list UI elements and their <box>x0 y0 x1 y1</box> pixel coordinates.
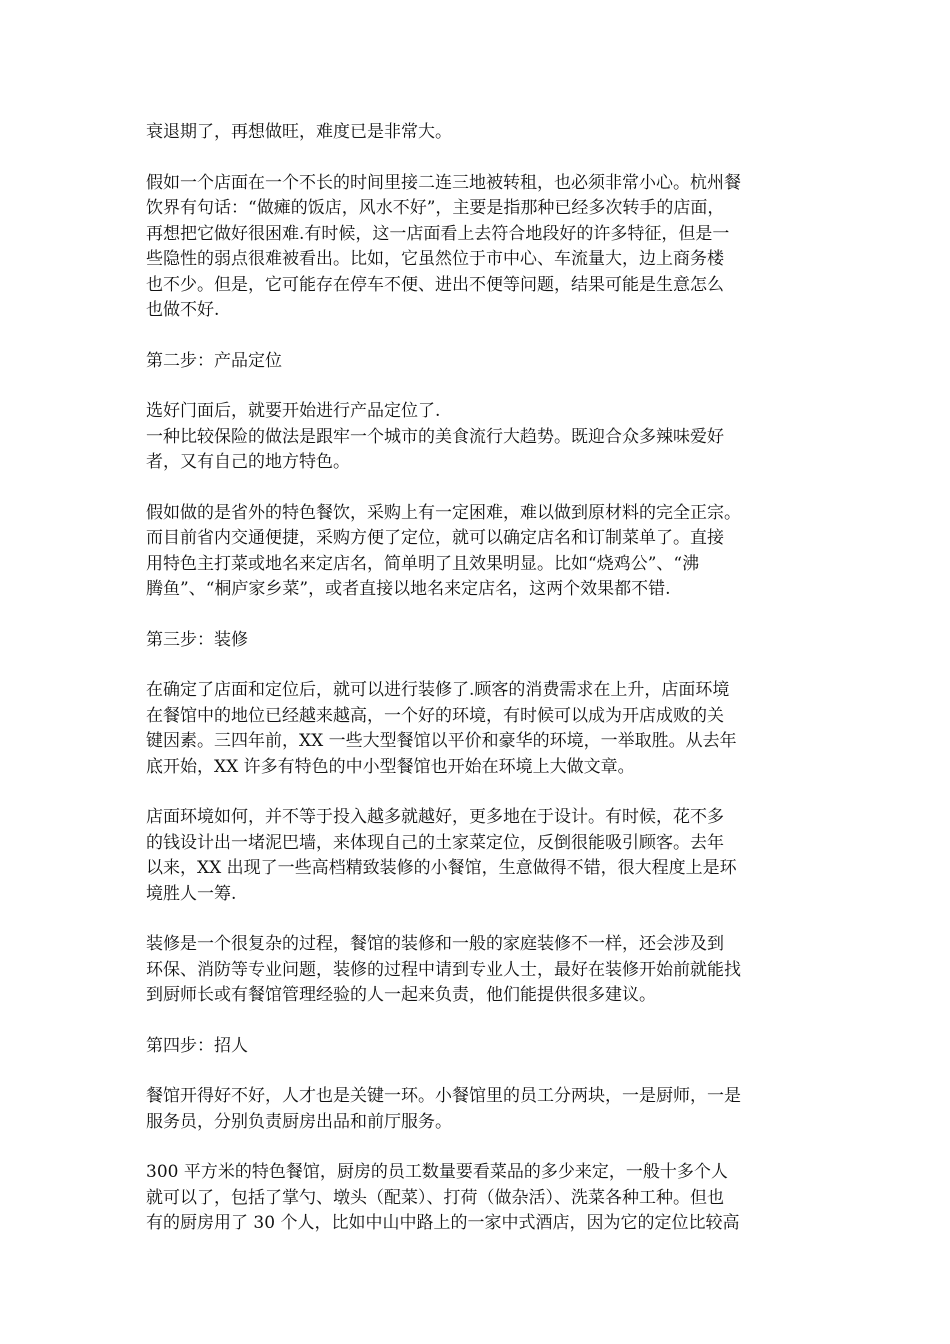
paragraph-line: 以来，XX 出现了一些高档精致装修的小餐馆，生意做得不错，很大程度上是环 <box>146 858 737 878</box>
paragraph-line: 也做不好. <box>146 300 220 320</box>
section-heading <box>146 349 806 375</box>
paragraph-line: 到厨师长或有餐馆管理经验的人一起来负责，他们能提供很多建议。 <box>146 985 656 1005</box>
section-heading <box>146 628 806 654</box>
heading-text: 第四步：招人 <box>146 1035 248 1056</box>
body-paragraph <box>146 501 806 603</box>
body-paragraph <box>146 171 806 324</box>
paragraph-line: 在确定了店面和定位后，就可以进行装修了.顾客的消费需求在上升，店面环境 <box>146 680 730 700</box>
paragraph-line: 环保、消防等专业问题，装修的过程中请到专业人士，最好在装修开始前就能找 <box>146 959 741 980</box>
paragraph-line: 装修是一个很复杂的过程，餐馆的装修和一般的家庭装修不一样，还会涉及到 <box>146 934 724 954</box>
paragraph-line: 衰退期了，再想做旺，难度已是非常大。 <box>146 122 452 142</box>
body-paragraph <box>146 678 806 780</box>
body-paragraph <box>146 805 806 907</box>
heading-text: 第二步：产品定位 <box>146 350 282 371</box>
paragraph-line: 些隐性的弱点很难被看出。比如，它虽然位于市中心、车流量大，边上商务楼 <box>146 249 724 269</box>
paragraph-line: 餐馆开得好不好，人才也是关键一环。小餐馆里的员工分两块，一是厨师，一是 <box>146 1086 741 1106</box>
paragraph-line: 腾鱼”、“桐庐家乡菜”，或者直接以地名来定店名，这两个效果都不错. <box>146 579 671 599</box>
paragraph-line: 键因素。三四年前，XX 一些大型餐馆以平价和豪华的环境，一举取胜。从去年 <box>146 731 737 751</box>
paragraph-line: 再想把它做好很困难.有时候，这一店面看上去符合地段好的许多特征，但是一 <box>146 223 730 244</box>
section-heading <box>146 1034 806 1060</box>
paragraph-line: 店面环境如何，并不等于投入越多就越好，更多地在于设计。有时候，花不多 <box>146 807 724 827</box>
paragraph-line: 底开始，XX 许多有特色的中小型餐馆也开始在环境上大做文章。 <box>146 756 635 777</box>
paragraph-line: 假如做的是省外的特色餐饮，采购上有一定困难，难以做到原材料的完全正宗。 <box>146 502 741 523</box>
document-body <box>146 120 806 1262</box>
paragraph-line: 而目前省内交通便捷，采购方便了定位，就可以确定店名和订制菜单了。直接 <box>146 528 724 548</box>
body-paragraph <box>146 1160 806 1237</box>
paragraph-line: 选好门面后，就要开始进行产品定位了. <box>146 401 441 421</box>
body-paragraph <box>146 120 806 146</box>
heading-text: 第三步：装修 <box>146 629 248 650</box>
paragraph-line: 也不少。但是，它可能存在停车不便、进出不便等问题，结果可能是生意怎么 <box>146 274 724 295</box>
paragraph-line: 300 平方米的特色餐馆，厨房的员工数量要看菜品的多少来定，一般十多个人 <box>146 1162 728 1182</box>
paragraph-line: 的钱设计出一堵泥巴墙，来体现自己的土家菜定位，反倒很能吸引顾客。去年 <box>146 832 724 853</box>
paragraph-line: 用特色主打菜或地名来定店名，简单明了且效果明显。比如“烧鸡公”、“沸 <box>146 553 700 574</box>
paragraph-line: 有的厨房用了 30 个人，比如中山中路上的一家中式酒店，因为它的定位比较高 <box>146 1213 740 1233</box>
body-paragraph <box>146 399 806 476</box>
body-paragraph <box>146 932 806 1009</box>
paragraph-line: 在餐馆中的地位已经越来越高，一个好的环境，有时候可以成为开店成败的关 <box>146 705 724 726</box>
paragraph-line: 服务员，分别负责厨房出品和前厅服务。 <box>146 1111 452 1132</box>
paragraph-line: 者，又有自己的地方特色。 <box>146 452 350 472</box>
paragraph-line: 一种比较保险的做法是跟牢一个城市的美食流行大趋势。既迎合众多辣味爱好 <box>146 426 724 447</box>
paragraph-line: 饮界有句话：“做瘫的饭店，风水不好”，主要是指那种已经多次转手的店面， <box>146 198 725 218</box>
paragraph-line: 境胜人一筹. <box>146 883 237 904</box>
body-paragraph <box>146 1084 806 1135</box>
paragraph-line: 就可以了，包括了掌勺、墩头（配菜）、打荷（做杂活）、洗菜各种工种。但也 <box>146 1187 724 1208</box>
paragraph-line: 假如一个店面在一个不长的时间里接二连三地被转租，也必须非常小心。杭州餐 <box>146 172 741 193</box>
